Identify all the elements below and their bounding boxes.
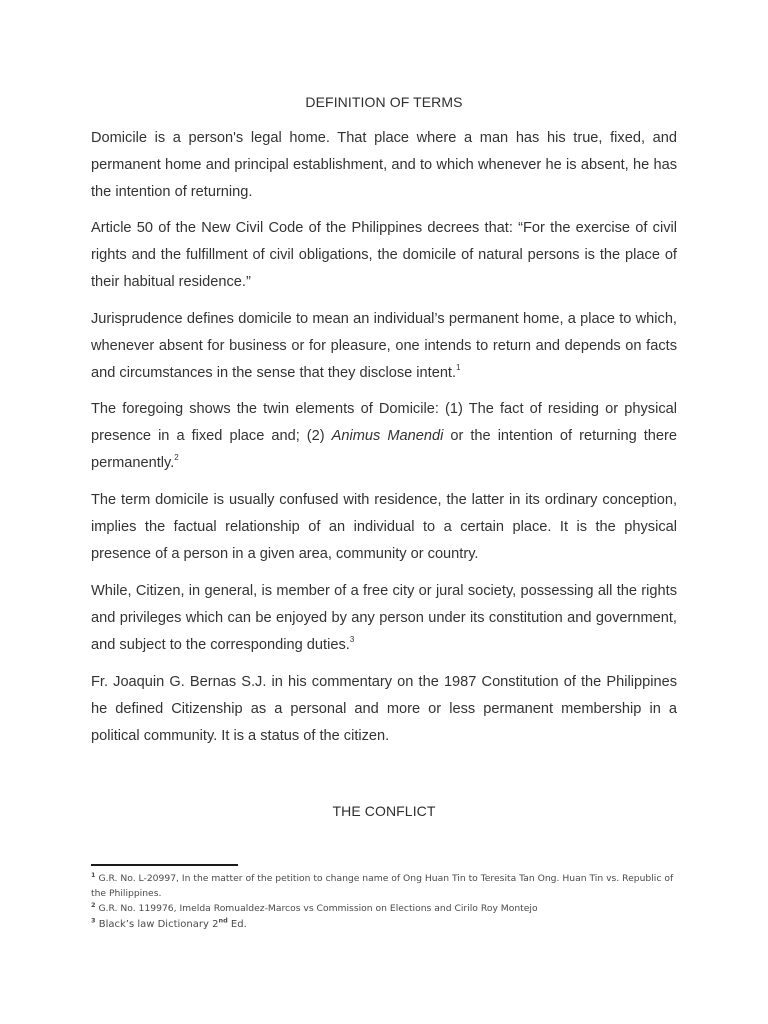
- paragraph-residence: [91, 487, 677, 568]
- footnotes: [91, 871, 677, 932]
- paragraph-citizen: [91, 578, 677, 659]
- footnote-number: 3: [91, 916, 96, 925]
- footnote-text: G.R. No. L-20997, In the matter of the petition to change name of Ong Huan Tin to Teresita Tan Ong. Huan Tin vs. Republic of the Philippines.: [91, 873, 674, 899]
- paragraph-text: or the intention of returning there permanently.: [91, 428, 677, 471]
- footnote-text: G.R. No. 119976, Imelda Romualdez-Marcos vs Commission on Elections and Cirilo Roy Montejo: [95, 903, 538, 914]
- footnote-ref-2[interactable]: 2: [174, 453, 179, 463]
- paragraph-jurisprudence: [91, 306, 677, 387]
- footnote-ref-1[interactable]: 1: [456, 363, 461, 373]
- paragraph-domicile-definition: [91, 125, 677, 206]
- footnote-3: [91, 917, 677, 932]
- paragraph-text: Article 50 of the New Civil Code of the Philippines decrees that: “For the exercise of civil rights and the fulfillment of civil obligations, the domicile of natural persons is the place of their habitual residence.”: [91, 220, 677, 290]
- paragraph-text: Domicile is a person's legal home. That place where a man has his true, fixed, and permanent home and principal establishment, and to which whenever he is absent, he has the intention of returning.: [91, 130, 677, 200]
- paragraph-bernas: [91, 669, 677, 750]
- ordinal-suffix: nd: [218, 916, 228, 925]
- paragraph-text: While, Citizen, in general, is member of a free city or jural society, possessing all the rights and privileges which can be enjoyed by any person under its constitution and government, and subject to the corresponding duties.: [91, 583, 677, 653]
- paragraph-text: The foregoing shows the twin elements of Domicile: (1) The fact of residing or physical presence in a fixed place and; (2): [91, 401, 677, 444]
- footnote-text: Black’s law Dictionary 2: [95, 919, 219, 930]
- latin-term: Animus Manendi: [331, 428, 444, 444]
- footnote-ref-3[interactable]: 3: [349, 635, 355, 645]
- paragraph-text: Jurisprudence defines domicile to mean an individual’s permanent home, a place to which, whenever absent for business or for pleasure, one intends to return and depends on facts and circumstances in the sense that they disclose intent.: [91, 311, 677, 381]
- paragraph-text: The term domicile is usually confused with residence, the latter in its ordinary conception, implies the factual relationship of an individual to a certain place. It is the physical presence of a person in a given area, community or country.: [91, 492, 677, 562]
- footnote-number: 2: [91, 900, 96, 909]
- paragraph-twin-elements: [91, 396, 677, 477]
- footnote-2: [91, 901, 677, 916]
- footnote-separator: [91, 864, 238, 866]
- paragraph-article-50: [91, 215, 677, 296]
- footnote-number: 1: [91, 870, 96, 879]
- section-heading: THE CONFLICT: [332, 803, 436, 819]
- page-title: DEFINITION OF TERMS: [305, 94, 463, 110]
- paragraph-text: Fr. Joaquin G. Bernas S.J. in his commentary on the 1987 Constitution of the Philippines he defined Citizenship as a personal and more or less permanent membership in a political community. It is a status of the citizen.: [91, 674, 677, 744]
- footnote-1: [91, 871, 677, 901]
- footnote-text-tail: Ed.: [227, 919, 247, 930]
